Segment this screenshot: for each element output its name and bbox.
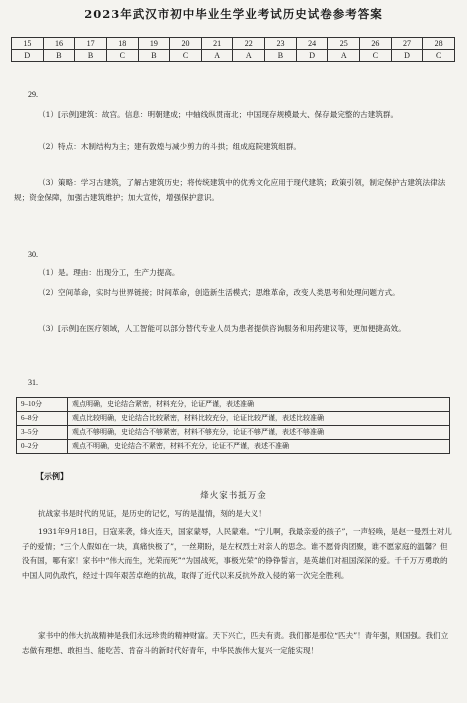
question-29-part-2: （2）特点：木制结构为主；建有敦煌与减少剪力的斗拱；组成庭院建筑组群。: [38, 142, 302, 151]
answer-cell: C: [360, 50, 392, 62]
rubric-description: 观点不明确，史论结合不紧密，材料不充分，论证不严谨，表述不准确: [68, 440, 450, 454]
question-number: 15: [12, 38, 44, 50]
question-29-part-1: （1）[示例]建筑：故宫。信息：明朝建成；中轴线纵贯南北；中国现存规模最大、保存最完整的古建筑群。: [38, 110, 399, 119]
answer-cell: B: [265, 50, 297, 62]
question-number: 25: [328, 38, 360, 50]
answer-cell: C: [423, 50, 455, 62]
answer-cell: D: [12, 50, 44, 62]
question-31-number: 31.: [28, 378, 38, 387]
rubric-row: [17, 440, 450, 454]
essay-paragraph-1: 抗战家书是时代的见证，是历史的记忆，写的是温情，刻的是大义！: [38, 509, 266, 518]
question-number: 16: [43, 38, 75, 50]
answer-cell: A: [233, 50, 265, 62]
question-30-part-2: （2）空间革命，实时与世界链接；时间革命，创造新生活模式；思维革命，改变人类思考和处理问题方式。: [38, 288, 400, 297]
question-number: 27: [391, 38, 423, 50]
sample-label: 【示例】: [36, 471, 68, 481]
question-29-part-3: （3）策略：学习古建筑，了解古建筑历史；将传统建筑中的优秀文化应用于现代建筑；政策引领，制定保护古建筑法律法规；资金保障，加强古建筑维护；加大宣传，增强保护意识。: [14, 178, 446, 202]
answer-table-number-row: [12, 38, 455, 50]
rubric-description: 观点明确，史论结合紧密，材料充分，论证严谨，表述准确: [68, 398, 450, 412]
question-number: 23: [265, 38, 297, 50]
answer-cell: C: [170, 50, 202, 62]
rubric-row: [17, 398, 450, 412]
rubric-level: 6–8分: [17, 412, 68, 426]
rubric-description: 观点不够明确，史论结合不够紧密，材料不够充分，论证不够严谨，表述不够准确: [68, 426, 450, 440]
answer-cell: D: [391, 50, 423, 62]
answer-cell: B: [43, 50, 75, 62]
answer-cell: A: [201, 50, 233, 62]
answer-cell: A: [328, 50, 360, 62]
question-number: 28: [423, 38, 455, 50]
question-number: 19: [138, 38, 170, 50]
document-title: 2023年武汉市初中毕业生学业考试历史试卷参考答案: [84, 7, 383, 21]
essay-paragraph-2: 1931年9月18日，日寇来袭，烽火连天，国家蒙辱，人民蒙难。“宁儿啊，我最亲爱的孩子”，一声轻唤，是赵一曼烈士对儿子的爱情；“三个人假如在一块，真痛快极了”，一丝期盼，是左权烈士对亲人的思念。谁不愿骨肉团聚，谁不愿家庭的温馨？但没有国，哪有家！家书中“伟大而生，光荣而死”“为国战死，事极光荣”的铮铮誓言，是英雄们对祖国深深的爱。千千万万勇敢的中国人同仇敌忾，经过十四年艰苦卓绝的抗战，取得了近代以来反抗外敌入侵的第一次完全胜利。: [22, 527, 452, 580]
rubric-level: 9–10分: [17, 398, 68, 412]
answer-cell: B: [138, 50, 170, 62]
rubric-level: 0–2分: [17, 440, 68, 454]
question-30-number: 30.: [28, 250, 38, 259]
answer-cell: D: [296, 50, 328, 62]
question-number: 18: [106, 38, 138, 50]
scoring-rubric-table: [16, 397, 450, 454]
answer-table-answer-row: [12, 50, 455, 62]
rubric-level: 3–5分: [17, 426, 68, 440]
question-number: 26: [360, 38, 392, 50]
answer-table: [11, 37, 455, 62]
question-number: 21: [201, 38, 233, 50]
essay-title: 烽火家书抵万金: [200, 491, 267, 501]
question-30-part-1: （1）是。理由：出现分工，生产力提高。: [38, 268, 180, 277]
question-number: 24: [296, 38, 328, 50]
question-number: 17: [75, 38, 107, 50]
rubric-row: [17, 412, 450, 426]
rubric-row: [17, 426, 450, 440]
answer-cell: C: [106, 50, 138, 62]
question-30-part-3: （3）[示例]在医疗领域，人工智能可以部分替代专业人员为患者提供咨询服务和用药建议等，更加便捷高效。: [38, 324, 406, 333]
question-29-number: 29.: [28, 90, 38, 99]
question-number: 22: [233, 38, 265, 50]
rubric-description: 观点比较明确，史论结合比较紧密，材料比较充分，论证比较严谨，表述比较准确: [68, 412, 450, 426]
question-number: 20: [170, 38, 202, 50]
essay-paragraph-3: 家书中的伟大抗战精神是我们永远珍贵的精神财富。天下兴亡，匹夫有责。我们都是那位“匹夫”！青年强，则国强。我们立志做有理想、敢担当、能吃苦、肯奋斗的新时代好青年，中华民族伟大复兴一定能实现！: [22, 631, 449, 655]
answer-cell: B: [75, 50, 107, 62]
